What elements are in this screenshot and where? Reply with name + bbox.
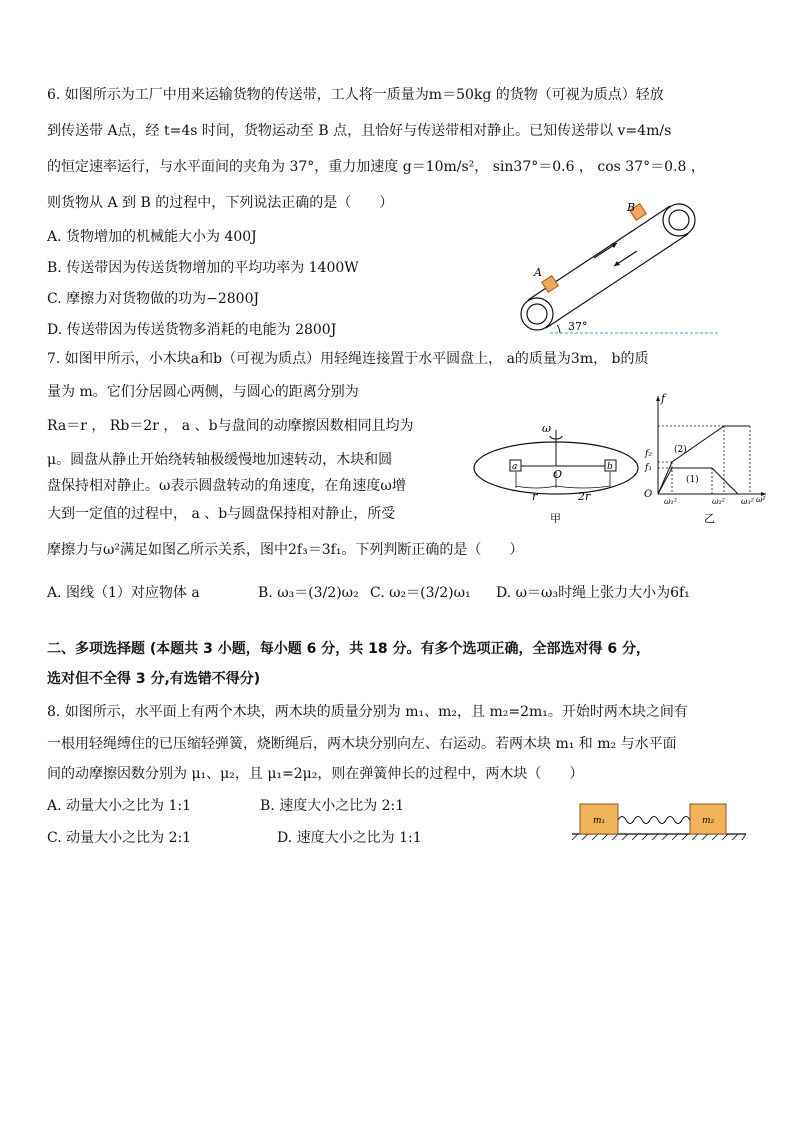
section2-heading-line-2: 选对但不全得 3 分,有选错不得分) — [47, 671, 261, 687]
friction-graph-yi — [642, 390, 772, 530]
q7-line-6: 大到一定值的过程中， a 、b与圆盘保持相对静止，所受 — [47, 506, 396, 522]
curve-1-label: (1) — [686, 475, 699, 485]
q7-option-b: B. ω₃＝(3/2)ω₂ — [258, 585, 359, 601]
q7-line-4: μ。圆盘从静止开始绕转轴极缓慢地加速转动，木块和圆 — [47, 452, 393, 468]
axis-w-label: ω² — [756, 495, 766, 504]
q6-option-a: A. 货物增加的机械能大小为 400J — [47, 229, 257, 245]
q6-line-3: 的恒定速率运行，与水平面间的夹角为 37°，重力加速度 g＝10m/s²， sin37°＝0.6 ， cos 37°＝0.8 ， — [47, 159, 705, 175]
q7-line-1: 7. 如图甲所示，小木块a和b（可视为质点）用轻绳连接置于水平圆盘上， a的质量为3m， b的质 — [47, 351, 649, 367]
q6-line-2: 到传送带 A点，经 t=4s 时间，货物运动至 B 点，且恰好与传送带相对静止。已知传送带以 v=4m/s — [47, 123, 672, 139]
r-label: r — [532, 490, 538, 503]
q8-option-b: B. 速度大小之比为 2:1 — [260, 798, 405, 814]
label-a: A — [534, 266, 542, 279]
q6-option-c: C. 摩擦力对货物做的功为−2800J — [47, 291, 260, 307]
figure-caption-jia: 甲 — [550, 512, 561, 525]
m2-label: m₂ — [702, 816, 715, 826]
f2-label: f₂ — [645, 449, 652, 459]
q8-option-a: A. 动量大小之比为 1:1 — [47, 798, 191, 814]
q7-line-7: 摩擦力与ω²满足如图乙所示关系，图中2f₃＝3f₁。下列判断正确的是（ ） — [47, 542, 524, 558]
q8-option-c: C. 动量大小之比为 2:1 — [47, 830, 192, 846]
2r-label: 2r — [578, 490, 591, 503]
omega-label: ω — [542, 422, 551, 435]
label-b: B — [627, 201, 636, 214]
q7-line-2: 量为 m。它们分居圆心两侧，与圆心的距离分别为 — [47, 384, 359, 400]
q7-line-5: 盘保持相对静止。ω表示圆盘转动的角速度，在角速度ω增 — [47, 478, 406, 494]
q8-line-3: 间的动摩擦因数分别为 μ₁、μ₂，且 μ₁=2μ₂，则在弹簧伸长的过程中，两木块（ ） — [47, 766, 584, 782]
tick-w3: ω₃² — [741, 497, 754, 506]
disk-figure-jia — [470, 420, 642, 530]
curve-2-label: (2) — [674, 445, 687, 455]
spring-blocks-figure — [570, 798, 750, 846]
origin-label: O — [644, 489, 653, 500]
q6-option-b: B. 传送带因为传送货物增加的平均功率为 1400W — [47, 260, 359, 276]
angle-label: 37° — [568, 320, 588, 333]
conveyor-belt-figure — [520, 196, 725, 341]
q6-line-4: 则货物从 A 到 B 的过程中，下列说法正确的是（ ） — [47, 195, 394, 211]
q8-line-1: 8. 如图所示，水平面上有两个木块，两木块的质量分别为 m₁、m₂，且 m₂=2m₁。开始时两木块之间有 — [47, 704, 688, 720]
center-label: O — [553, 468, 563, 481]
label-block-b: b — [607, 462, 613, 472]
q7-option-d: D. ω＝ω₃时绳上张力大小为6f₁ — [496, 585, 690, 601]
tick-w1: ω₁² — [664, 497, 677, 506]
q6-option-d: D. 传送带因为传送货物多消耗的电能为 2800J — [47, 322, 337, 338]
section2-heading-line-1: 二、多项选择题 (本题共 3 小题，每小题 6 分，共 18 分。有多个选项正确，全部选对得 6 分， — [47, 641, 650, 657]
q6-line-1: 6. 如图所示为工厂中用来运输货物的传送带，工人将一质量为m＝50kg 的货物（可视为质点）轻放 — [47, 87, 664, 103]
q7-option-c: C. ω₂＝(3/2)ω₁ — [370, 585, 471, 601]
tick-w2: ω₂² — [712, 497, 725, 506]
axis-f-label: f — [661, 392, 666, 405]
label-block-a: a — [512, 462, 518, 472]
compressed-spring — [618, 817, 690, 824]
m1-label: m₁ — [593, 816, 606, 826]
figure-caption-yi: 乙 — [704, 512, 715, 525]
q7-line-3: Ra＝r ， Rb＝2r ， a 、b与盘间的动摩擦因数相同且均为 — [47, 418, 414, 434]
f1-label: f₁ — [645, 463, 652, 473]
q8-option-d: D. 速度大小之比为 1:1 — [277, 830, 422, 846]
q8-line-2: 一根用轻绳缚住的已压缩轻弹簧，烧断绳后，两木块分别向左、右运动。若两木块 m₁ 和 m₂ 与水平面 — [47, 736, 677, 752]
q7-option-a: A. 图线（1）对应物体 a — [47, 585, 200, 601]
